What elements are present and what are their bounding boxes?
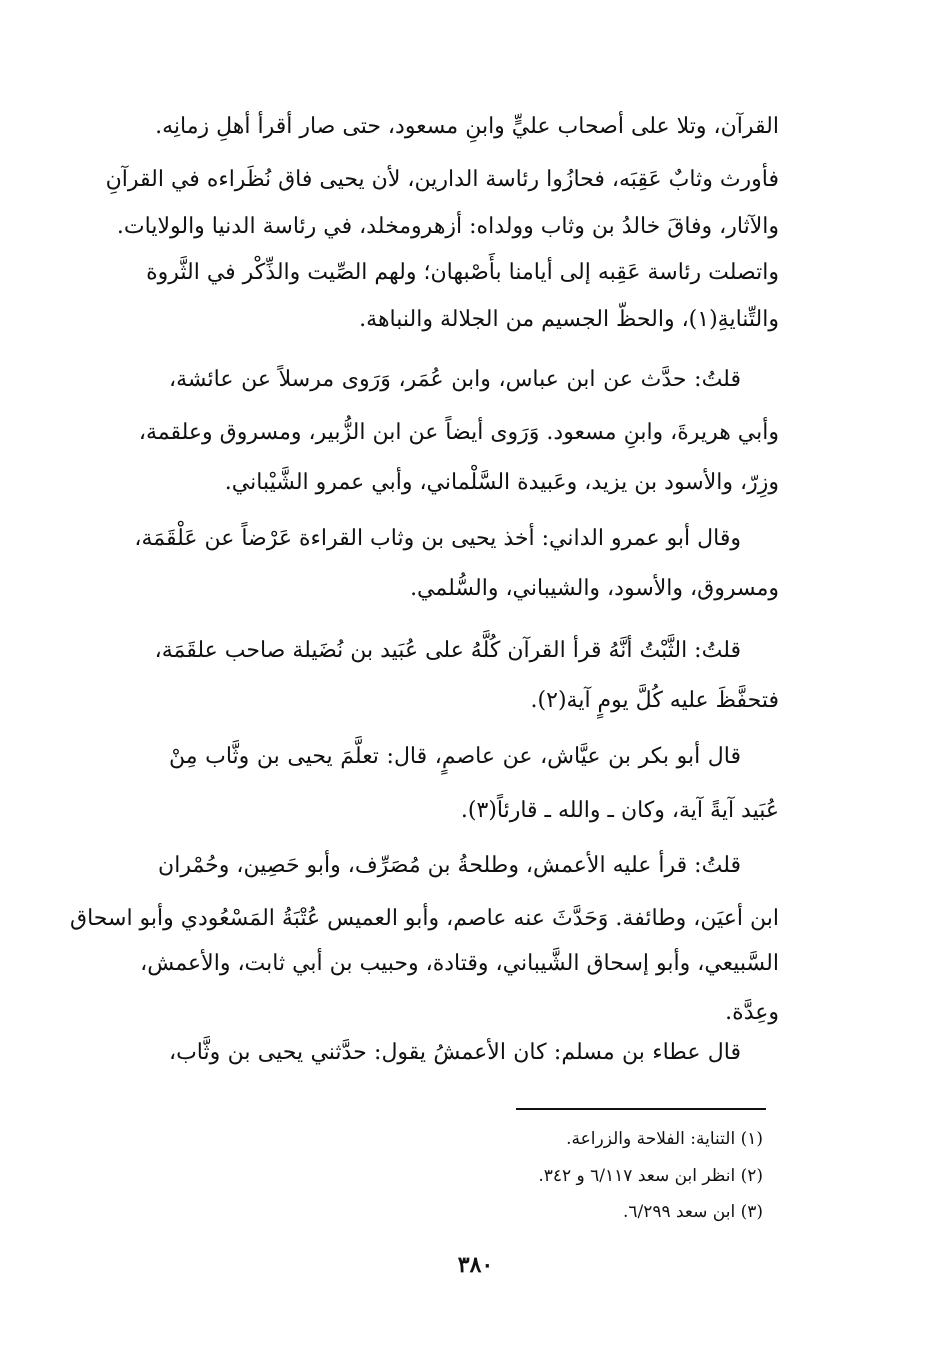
footnote: (٢) انظر ابن سعد ٦/١١٧ و ٣٤٢. (538, 1166, 763, 1186)
text-line: قلتُ: حدَّث عن ابن عباس، وابن عُمَر، وَرَوى مرسلاً عن عائشة، (169, 367, 741, 392)
text-line: واتصلت رئاسة عَقِبه إلى أيامنا بأَصْبهان؛ ولهم الصِّيت والذِّكْر في الثَّروة (146, 260, 779, 285)
text-line: وقال أبو عمرو الداني: أخذ يحيى بن وثاب القراءة عَرْضاً عن عَلْقَمَة، (134, 526, 741, 551)
footnote: (٣) ابن سعد ٦/٢٩٩. (622, 1202, 763, 1222)
text-line: وعِدَّة. (725, 1000, 779, 1025)
text-line: السَّبيعي، وأبو إسحاق الشَّيباني، وقتادة، وحبيب بن أبي ثابت، والأعمش، (140, 951, 779, 976)
text-line: والآثار، وفاقَ خالدُ بن وثاب وولداه: أزهرومخلد، في رئاسة الدنيا والولايات. (116, 214, 779, 239)
text-line: قال عطاء بن مسلم: كان الأعمشُ يقول: حدَّثني يحيى بن وثَّاب، (169, 1040, 741, 1065)
text-line: فأورث وثابٌ عَقِبَه، فحازُوا رئاسة الدارين، لأن يحيى فاق نُظَراءه في القرآنِ (105, 167, 779, 192)
footnote: (١) التناية: الفلاحة والزراعة. (566, 1129, 763, 1149)
text-line: وزِرّ، والأسود بن يزيد، وعَبيدة السَّلْماني، وأبي عمرو الشَّيْباني. (224, 470, 779, 495)
text-line: وأبي هريرةَ، وابنِ مسعود. وَرَوى أيضاً عن ابن الزُّبير، ومسروق وعلقمة، (138, 420, 779, 445)
page-number: ٣٨٠ (457, 1252, 494, 1278)
text-line: قلتُ: الثَّبْتُ أنَّهُ قرأ القرآن كُلَّهُ على عُبَيد بن نُضَيلة صاحب علقَمَة، (154, 638, 741, 663)
text-line: والتِّنايةِ(١)، والحظّ الجسيم من الجلالة والنباهة. (359, 307, 779, 332)
text-line: ومسروق، والأسود، والشيباني، والسُّلمي. (410, 576, 779, 601)
text-line: فتحفَّظَ عليه كُلَّ يومٍ آية(٢). (530, 688, 779, 713)
text-line: ابن أعيَن، وطائفة. وَحَدَّثَ عنه عاصم، وأبو العميس عُتْبَةُ المَسْعُودي وأبو اسحاق (70, 906, 779, 931)
text-line: عُبَيد آيةً آية، وكان ـ والله ـ قارئاً(٣). (460, 798, 779, 823)
text-line: القرآن، وتلا على أصحاب عليٍّ وابنِ مسعود، حتى صار أقرأ أهلِ زمانِه. (155, 114, 779, 139)
text-line: قلتُ: قرأ عليه الأعمش، وطلحةُ بن مُصَرِّف، وأبو حَصِين، وحُمْران (158, 853, 741, 878)
footnote-divider (516, 1108, 766, 1110)
text-line: قال أبو بكر بن عيَّاش، عن عاصمٍ، قال: تعلَّمَ يحيى بن وثَّاب مِنْ (169, 744, 741, 769)
